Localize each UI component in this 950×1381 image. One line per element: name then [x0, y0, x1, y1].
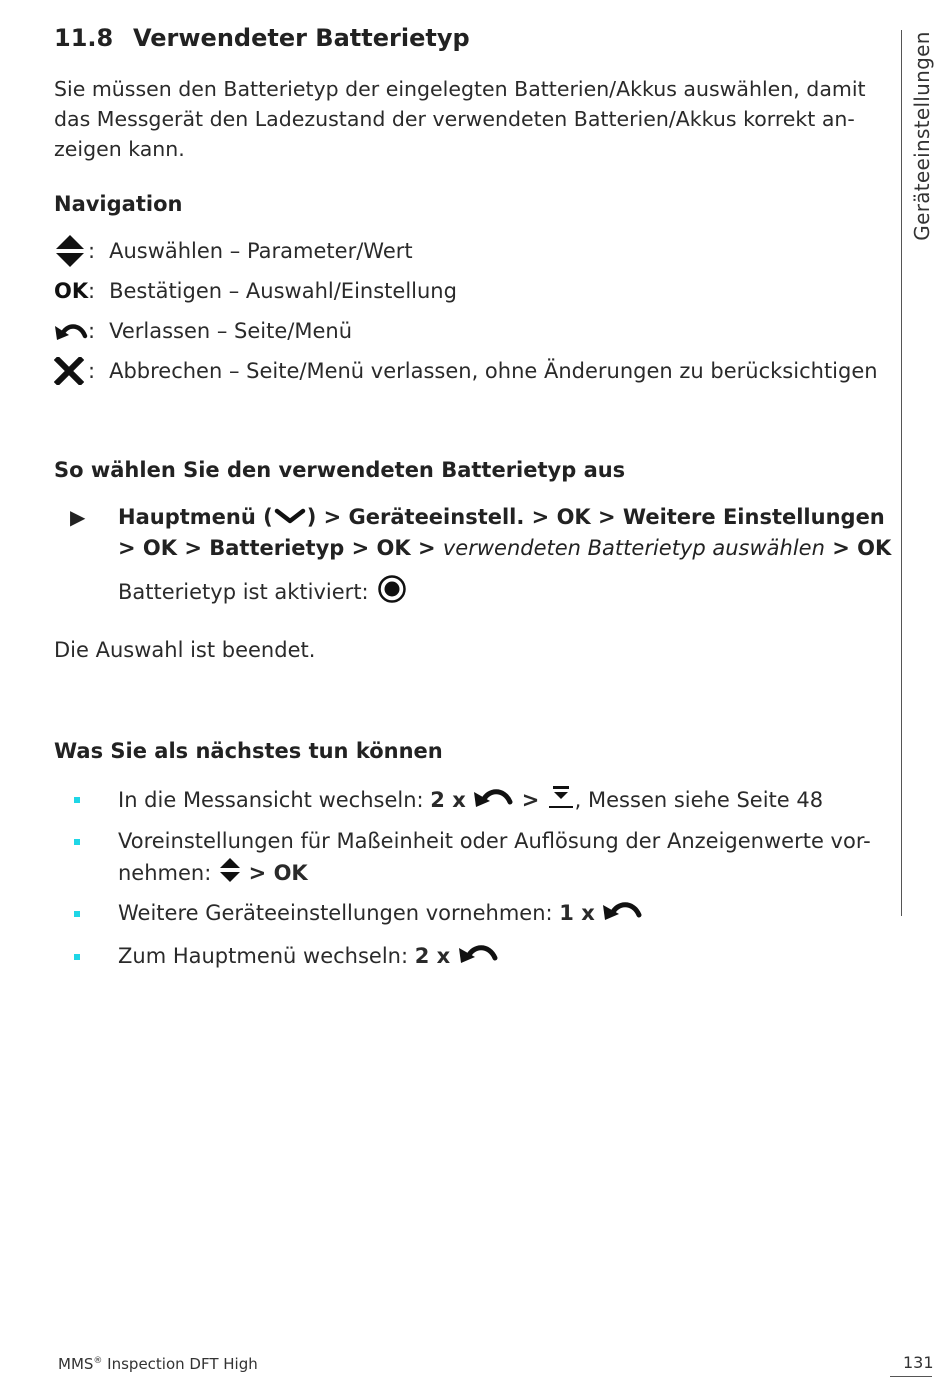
section-heading — [54, 24, 470, 52]
next-steps-heading: Was Sie als nächstes tun können — [54, 739, 443, 763]
step-arrow-icon: ▶ — [70, 505, 86, 529]
nav-separator: : — [88, 239, 96, 263]
page-number: 131 — [903, 1353, 934, 1372]
back-arrow-icon — [457, 941, 499, 973]
ok-label: OK — [54, 279, 89, 303]
bullet-marker — [74, 839, 80, 845]
up-down-arrows-icon — [54, 235, 88, 267]
back-arrow-icon — [54, 315, 88, 347]
step-result: Batterietyp ist aktiviert: — [118, 574, 407, 609]
bullet-marker — [74, 911, 80, 917]
measure-view-icon — [547, 784, 575, 818]
footer-product: MMS® Inspection DFT High — [58, 1355, 258, 1373]
sidebar-divider — [901, 30, 902, 916]
radio-selected-icon — [377, 574, 407, 609]
side-tab-label: Geräteeinstellungen — [910, 31, 934, 241]
nav-item-text: Verlassen – Seite/Menü — [109, 319, 353, 343]
nav-item-cancel — [54, 355, 878, 387]
nav-separator: : — [88, 319, 96, 343]
bullet-marker — [74, 954, 80, 960]
bullet-marker — [74, 797, 80, 803]
step-text: Hauptmenü ( ) > Geräteeinstell. > OK > Weitere Einstellungen > OK > Batterietyp > OK > verwendeten Batterietyp auswählen > OK — [118, 505, 892, 560]
intro-paragraph: Sie müssen den Batterietyp der eingelegten Batterien/Akkus auswählen, damit das Messgerät den Ladezustand der verwendeten Batterien/Akkus korrekt an-zeigen kann. — [54, 77, 866, 161]
cancel-x-icon — [54, 355, 88, 387]
nav-item-text: Auswählen – Parameter/Wert — [109, 239, 413, 263]
nav-item-select — [54, 235, 413, 267]
back-arrow-icon — [472, 785, 514, 817]
procedure-done: Die Auswahl ist beendet. — [54, 638, 316, 662]
up-down-arrows-icon — [218, 856, 242, 892]
nav-item-text: Bestätigen – Auswahl/Einstellung — [109, 279, 457, 303]
chevron-down-icon — [273, 503, 307, 533]
nav-separator: : — [88, 279, 96, 303]
nav-item-leave — [54, 315, 352, 347]
back-arrow-icon — [601, 898, 643, 930]
procedure-heading: So wählen Sie den verwendeten Batterietyp aus — [54, 458, 626, 482]
page-number-rule — [890, 1376, 932, 1377]
nav-item-confirm — [54, 275, 457, 307]
manual-page: Geräteeinstellungen 11.8 Verwendeter Batterietyp Sie müssen den Batterietyp der eingelegten Batterien/Akkus auswählen, damit das Messgerät den Ladezustand der verwendeten Batterien/Akkus korrekt an-zeigen kann. Navigation : Auswählen – Parameter/Wert OK : Bestätigen – Auswahl/Einstellung : Verlassen – Seite/Menü : Abbrechen – Seite/Menü verlassen, ohne Änderungen zu berücksichtigen So wählen Sie den verwendeten Batterietyp aus ▶ Hauptmenü ( ) > Geräteeinstell. > OK > Weitere Einstellungen > OK > Batterietyp > OK > verwendeten Batterietyp auswählen > OK Batterietyp ist aktiviert: Die Auswahl ist beendet. Was Sie als nächstes tun können In die Messansicht wechseln: 2 x > , Messen siehe Seite 48 Voreinstellungen für Maßeinheit oder Auflösung der Anzeigenwerte vor-nehmen: > OK Weitere Geräteeinstellungen vornehmen: 1 x Zum Hauptmenü wechseln: 2 x MMS® Inspection DFT High 131 — [0, 0, 950, 1381]
section-title: Verwendeter Batterietyp — [133, 24, 470, 52]
section-number: 11.8 — [54, 24, 114, 52]
navigation-heading: Navigation — [54, 192, 183, 216]
nav-item-text: Abbrechen – Seite/Menü verlassen, ohne Änderungen zu berücksichtigen — [109, 359, 878, 383]
nav-separator: : — [88, 359, 96, 383]
